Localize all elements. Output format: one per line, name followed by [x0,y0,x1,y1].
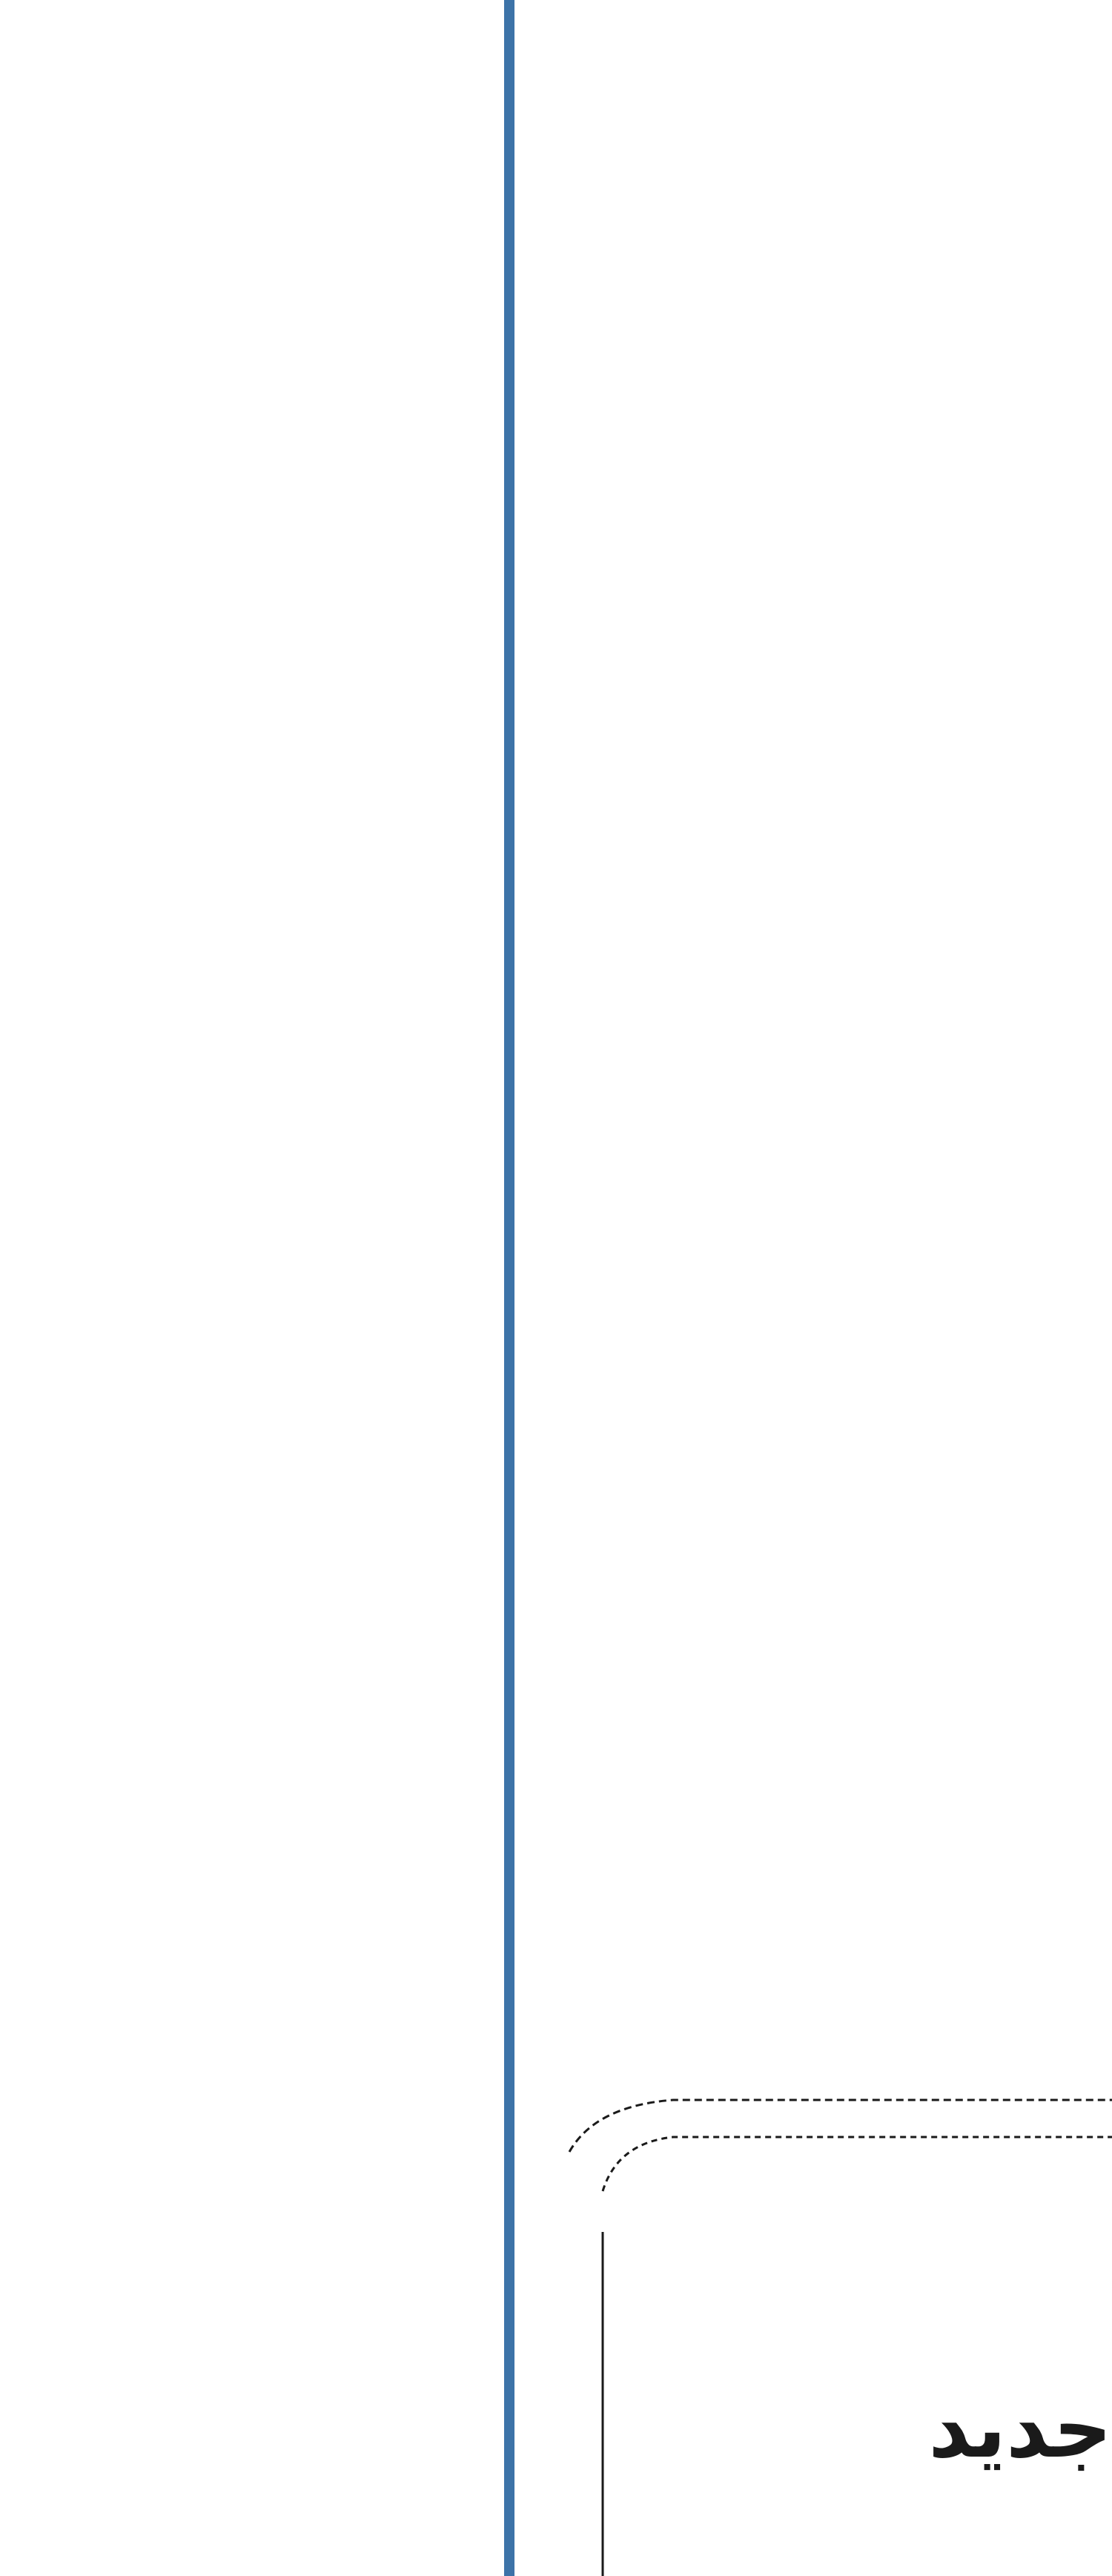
column-divider [504,0,514,2576]
box-title: جدید [928,2381,1112,2476]
box-frame-lines [566,2091,1112,2576]
framed-box [566,2091,1112,2576]
